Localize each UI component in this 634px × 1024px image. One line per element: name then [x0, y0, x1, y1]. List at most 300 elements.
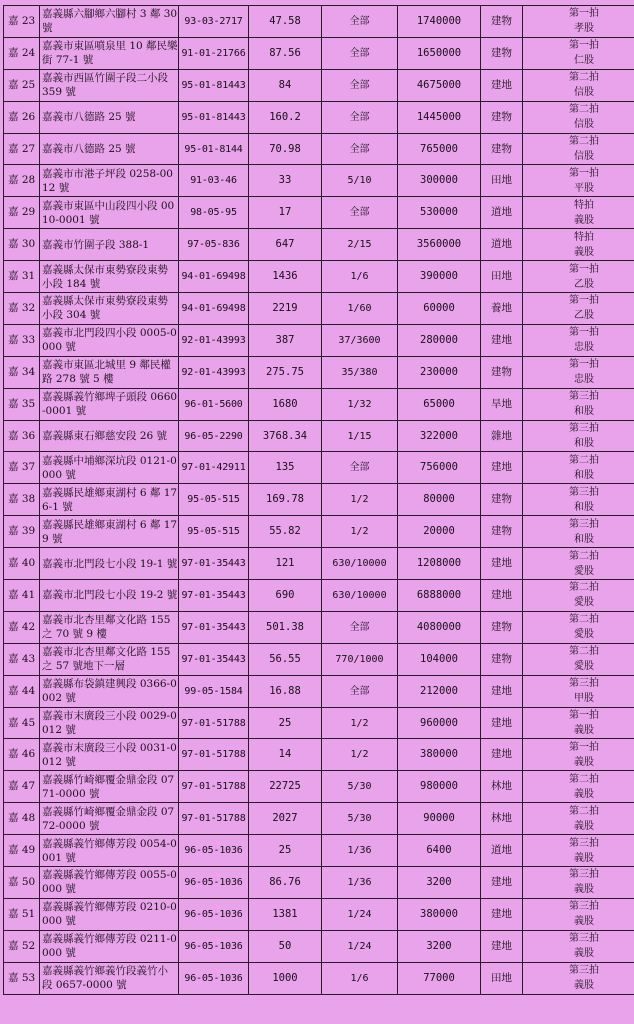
area-value: 1680	[249, 388, 322, 420]
reserve-price: 280000	[398, 324, 481, 356]
case-number: 97-01-51788	[179, 803, 249, 835]
property-type: 林地	[481, 771, 523, 803]
table-row	[4, 771, 634, 803]
property-type: 建地	[481, 707, 523, 739]
court-division: 忠股	[574, 342, 594, 354]
reserve-price: 756000	[398, 452, 481, 484]
auction-round: 第一拍	[569, 40, 599, 52]
case-number: 97-01-35443	[179, 548, 249, 580]
court-division: 義股	[574, 214, 594, 226]
court-division: 義股	[574, 980, 594, 992]
auction-round: 第一拍	[569, 741, 599, 753]
table-row	[4, 101, 634, 133]
area-value: 84	[249, 69, 322, 101]
case-number: 95-01-8144	[179, 133, 249, 165]
property-type: 建地	[481, 898, 523, 930]
row-id: 嘉 50	[4, 867, 40, 899]
court-division: 義股	[574, 820, 594, 832]
share-value: 5/10	[322, 165, 398, 197]
property-type: 道地	[481, 229, 523, 261]
area-value: 47.58	[249, 6, 322, 38]
row-id: 嘉 37	[4, 452, 40, 484]
area-value: 87.56	[249, 37, 322, 69]
table-row	[4, 229, 634, 261]
court-division: 和股	[574, 469, 594, 481]
auction-note	[523, 962, 634, 994]
share-value: 1/2	[322, 707, 398, 739]
table-row	[4, 803, 634, 835]
share-value: 630/10000	[322, 580, 398, 612]
auction-note	[523, 133, 634, 165]
share-value: 1/6	[322, 261, 398, 293]
share-value: 全部	[322, 6, 398, 38]
table-row	[4, 133, 634, 165]
property-address: 嘉義縣義竹鄉傳芳段 0211-0000 號	[40, 930, 179, 962]
court-division: 愛股	[574, 661, 594, 673]
row-id: 嘉 47	[4, 771, 40, 803]
property-address: 嘉義縣布袋鎮建興段 0366-0002 號	[40, 675, 179, 707]
auction-listing-table	[3, 5, 634, 995]
property-type: 建地	[481, 580, 523, 612]
case-number: 94-01-69498	[179, 293, 249, 325]
property-address: 嘉義市竹圍子段 388-1	[40, 229, 179, 261]
table-body	[4, 6, 634, 995]
property-type: 建物	[481, 643, 523, 675]
auction-round: 第二拍	[569, 72, 599, 84]
auction-note	[523, 643, 634, 675]
reserve-price: 3560000	[398, 229, 481, 261]
property-type: 田地	[481, 261, 523, 293]
auction-round: 特拍	[574, 231, 594, 243]
auction-note	[523, 739, 634, 771]
row-id: 嘉 25	[4, 69, 40, 101]
reserve-price: 230000	[398, 356, 481, 388]
share-value: 2/15	[322, 229, 398, 261]
row-id: 嘉 45	[4, 707, 40, 739]
case-number: 95-01-81443	[179, 101, 249, 133]
property-type: 建物	[481, 37, 523, 69]
property-address: 嘉義市市港子坪段 0258-0012 號	[40, 165, 179, 197]
auction-round: 第一拍	[569, 327, 599, 339]
case-number: 95-05-515	[179, 516, 249, 548]
court-division: 義股	[574, 916, 594, 928]
property-address: 嘉義縣義竹鄉傳芳段 0054-0001 號	[40, 835, 179, 867]
auction-note	[523, 261, 634, 293]
row-id: 嘉 51	[4, 898, 40, 930]
table-row	[4, 452, 634, 484]
court-division: 乙股	[574, 310, 594, 322]
share-value: 全部	[322, 675, 398, 707]
property-address: 嘉義市末廣段三小段 0029-0012 號	[40, 707, 179, 739]
case-number: 96-05-1036	[179, 835, 249, 867]
reserve-price: 1650000	[398, 37, 481, 69]
auction-round: 第一拍	[569, 359, 599, 371]
row-id: 嘉 44	[4, 675, 40, 707]
share-value: 1/2	[322, 739, 398, 771]
property-address: 嘉義市北門段七小段 19-1 號	[40, 548, 179, 580]
property-type: 林地	[481, 803, 523, 835]
row-id: 嘉 43	[4, 643, 40, 675]
reserve-price: 1208000	[398, 548, 481, 580]
auction-round: 第一拍	[569, 295, 599, 307]
table-row	[4, 165, 634, 197]
share-value: 630/10000	[322, 548, 398, 580]
area-value: 387	[249, 324, 322, 356]
table-row	[4, 516, 634, 548]
case-number: 98-05-95	[179, 197, 249, 229]
table-row	[4, 37, 634, 69]
share-value: 1/2	[322, 484, 398, 516]
case-number: 93-03-2717	[179, 6, 249, 38]
table-row	[4, 739, 634, 771]
auction-note	[523, 580, 634, 612]
auction-round: 第三拍	[569, 486, 599, 498]
court-division: 愛股	[574, 597, 594, 609]
area-value: 25	[249, 707, 322, 739]
row-id: 嘉 26	[4, 101, 40, 133]
reserve-price: 380000	[398, 898, 481, 930]
share-value: 5/30	[322, 771, 398, 803]
auction-note	[523, 516, 634, 548]
auction-note	[523, 165, 634, 197]
property-address: 嘉義市末廣段三小段 0031-0012 號	[40, 739, 179, 771]
property-address: 嘉義市北杏里鄰文化路 155 之 57 號地下一層	[40, 643, 179, 675]
case-number: 97-05-836	[179, 229, 249, 261]
property-type: 建物	[481, 611, 523, 643]
share-value: 1/24	[322, 930, 398, 962]
property-type: 建物	[481, 6, 523, 38]
court-division: 愛股	[574, 565, 594, 577]
row-id: 嘉 48	[4, 803, 40, 835]
case-number: 96-01-5600	[179, 388, 249, 420]
case-number: 97-01-51788	[179, 739, 249, 771]
case-number: 96-05-1036	[179, 898, 249, 930]
auction-round: 第二拍	[569, 550, 599, 562]
auction-note	[523, 867, 634, 899]
reserve-price: 104000	[398, 643, 481, 675]
auction-note	[523, 420, 634, 452]
area-value: 1381	[249, 898, 322, 930]
reserve-price: 322000	[398, 420, 481, 452]
share-value: 770/1000	[322, 643, 398, 675]
court-division: 乙股	[574, 278, 594, 290]
reserve-price: 65000	[398, 388, 481, 420]
reserve-price: 80000	[398, 484, 481, 516]
table-row	[4, 867, 634, 899]
auction-round: 特拍	[574, 199, 594, 211]
auction-note	[523, 293, 634, 325]
auction-round: 第二拍	[569, 646, 599, 658]
share-value: 1/24	[322, 898, 398, 930]
reserve-price: 4080000	[398, 611, 481, 643]
share-value: 全部	[322, 37, 398, 69]
area-value: 169.78	[249, 484, 322, 516]
property-address: 嘉義縣義竹鄉傳芳段 0210-0000 號	[40, 898, 179, 930]
property-type: 道地	[481, 835, 523, 867]
property-address: 嘉義縣義竹鄉傳芳段 0055-0000 號	[40, 867, 179, 899]
area-value: 2219	[249, 293, 322, 325]
table-row	[4, 707, 634, 739]
property-type: 養地	[481, 293, 523, 325]
property-type: 田地	[481, 962, 523, 994]
court-division: 信股	[574, 151, 594, 162]
court-division: 和股	[574, 533, 594, 545]
auction-round: 第二拍	[569, 104, 599, 116]
table-row	[4, 580, 634, 612]
table-row	[4, 548, 634, 580]
row-id: 嘉 38	[4, 484, 40, 516]
property-type: 田地	[481, 165, 523, 197]
share-value: 1/32	[322, 388, 398, 420]
property-address: 嘉義縣太保市東勢寮段東勢小段 184 號	[40, 261, 179, 293]
case-number: 91-03-46	[179, 165, 249, 197]
court-division: 義股	[574, 788, 594, 800]
auction-round: 第二拍	[569, 454, 599, 466]
auction-note	[523, 452, 634, 484]
auction-note	[523, 37, 634, 69]
table-row	[4, 388, 634, 420]
auction-round: 第二拍	[569, 614, 599, 626]
table-row	[4, 835, 634, 867]
table-row	[4, 962, 634, 994]
area-value: 70.98	[249, 133, 322, 165]
court-division: 義股	[574, 725, 594, 737]
auction-round: 第三拍	[569, 837, 599, 849]
case-number: 96-05-1036	[179, 962, 249, 994]
property-address: 嘉義市八德路 25 號	[40, 133, 179, 165]
table-row	[4, 930, 634, 962]
row-id: 嘉 53	[4, 962, 40, 994]
auction-round: 第三拍	[569, 965, 599, 977]
property-address: 嘉義市東區噴泉里 10 鄰民樂街 77-1 號	[40, 37, 179, 69]
row-id: 嘉 40	[4, 548, 40, 580]
area-value: 3768.34	[249, 420, 322, 452]
row-id: 嘉 46	[4, 739, 40, 771]
case-number: 95-01-81443	[179, 69, 249, 101]
reserve-price: 980000	[398, 771, 481, 803]
case-number: 92-01-43993	[179, 324, 249, 356]
area-value: 647	[249, 229, 322, 261]
auction-round: 第二拍	[569, 582, 599, 594]
case-number: 97-01-51788	[179, 707, 249, 739]
auction-round: 第三拍	[569, 678, 599, 690]
auction-note	[523, 707, 634, 739]
area-value: 22725	[249, 771, 322, 803]
share-value: 35/380	[322, 356, 398, 388]
court-division: 義股	[574, 948, 594, 960]
area-value: 275.75	[249, 356, 322, 388]
share-value: 全部	[322, 452, 398, 484]
court-division: 義股	[574, 756, 594, 768]
case-number: 97-01-42911	[179, 452, 249, 484]
case-number: 97-01-35443	[179, 643, 249, 675]
auction-note	[523, 324, 634, 356]
reserve-price: 960000	[398, 707, 481, 739]
share-value: 全部	[322, 197, 398, 229]
property-address: 嘉義縣義竹鄉義竹段義竹小段 0657-0000 號	[40, 962, 179, 994]
share-value: 全部	[322, 133, 398, 165]
area-value: 1436	[249, 261, 322, 293]
share-value: 1/2	[322, 516, 398, 548]
table-row	[4, 261, 634, 293]
case-number: 96-05-1036	[179, 930, 249, 962]
auction-note	[523, 484, 634, 516]
case-number: 92-01-43993	[179, 356, 249, 388]
court-division: 義股	[574, 884, 594, 896]
property-address: 嘉義縣竹崎鄉覆金鼎金段 0772-0000 號	[40, 803, 179, 835]
property-type: 建地	[481, 867, 523, 899]
row-id: 嘉 33	[4, 324, 40, 356]
court-division: 孝股	[574, 23, 594, 35]
auction-note	[523, 548, 634, 580]
row-id: 嘉 39	[4, 516, 40, 548]
share-value: 1/36	[322, 835, 398, 867]
property-address: 嘉義市東區北城里 9 鄰民權路 278 號 5 樓	[40, 356, 179, 388]
property-type: 雜地	[481, 420, 523, 452]
area-value: 50	[249, 930, 322, 962]
property-type: 建物	[481, 516, 523, 548]
court-division: 甲股	[574, 693, 594, 705]
area-value: 160.2	[249, 101, 322, 133]
auction-round: 第三拍	[569, 869, 599, 881]
property-type: 建物	[481, 484, 523, 516]
reserve-price: 1445000	[398, 101, 481, 133]
share-value: 1/36	[322, 867, 398, 899]
auction-round: 第二拍	[569, 136, 599, 147]
auction-round: 第一拍	[569, 167, 599, 179]
property-address: 嘉義市北門段七小段 19-2 號	[40, 580, 179, 612]
share-value: 1/15	[322, 420, 398, 452]
property-type: 建地	[481, 930, 523, 962]
table-row	[4, 611, 634, 643]
court-division: 愛股	[574, 629, 594, 641]
reserve-price: 60000	[398, 293, 481, 325]
share-value: 全部	[322, 69, 398, 101]
table-row	[4, 293, 634, 325]
case-number: 99-05-1584	[179, 675, 249, 707]
property-type: 建地	[481, 675, 523, 707]
case-number: 91-01-21766	[179, 37, 249, 69]
property-address: 嘉義市八德路 25 號	[40, 101, 179, 133]
auction-note	[523, 675, 634, 707]
case-number: 97-01-35443	[179, 580, 249, 612]
row-id: 嘉 24	[4, 37, 40, 69]
case-number: 97-01-51788	[179, 771, 249, 803]
property-type: 建地	[481, 452, 523, 484]
table-row	[4, 6, 634, 38]
table-row	[4, 356, 634, 388]
property-address: 嘉義縣民雄鄉東湖村 6 鄰 176-1 號	[40, 484, 179, 516]
row-id: 嘉 28	[4, 165, 40, 197]
table-row	[4, 484, 634, 516]
court-division: 信股	[574, 87, 594, 99]
auction-round: 第三拍	[569, 933, 599, 945]
case-number: 96-05-1036	[179, 867, 249, 899]
reserve-price: 212000	[398, 675, 481, 707]
area-value: 135	[249, 452, 322, 484]
reserve-price: 4675000	[398, 69, 481, 101]
court-division: 忠股	[574, 374, 594, 386]
row-id: 嘉 36	[4, 420, 40, 452]
court-division: 平股	[574, 182, 594, 194]
reserve-price: 380000	[398, 739, 481, 771]
auction-note	[523, 803, 634, 835]
property-type: 建物	[481, 356, 523, 388]
table-row	[4, 643, 634, 675]
property-address: 嘉義縣竹崎鄉覆金鼎金段 0771-0000 號	[40, 771, 179, 803]
property-type: 建地	[481, 548, 523, 580]
property-address: 嘉義市北杏里鄰文化路 155 之 70 號 9 樓	[40, 611, 179, 643]
auction-round: 第二拍	[569, 805, 599, 817]
share-value: 全部	[322, 101, 398, 133]
court-division: 和股	[574, 406, 594, 418]
area-value: 14	[249, 739, 322, 771]
share-value: 1/6	[322, 962, 398, 994]
area-value: 2027	[249, 803, 322, 835]
table-row	[4, 675, 634, 707]
area-value: 86.76	[249, 867, 322, 899]
auction-round: 第一拍	[569, 8, 599, 20]
table-row	[4, 197, 634, 229]
auction-round: 第一拍	[569, 263, 599, 275]
area-value: 1000	[249, 962, 322, 994]
row-id: 嘉 29	[4, 197, 40, 229]
area-value: 121	[249, 548, 322, 580]
court-division: 和股	[574, 438, 594, 450]
auction-note	[523, 930, 634, 962]
court-division: 義股	[574, 246, 594, 258]
auction-round: 第三拍	[569, 518, 599, 530]
row-id: 嘉 49	[4, 835, 40, 867]
row-id: 嘉 23	[4, 6, 40, 38]
share-value: 1/60	[322, 293, 398, 325]
court-division: 和股	[574, 501, 594, 513]
property-type: 建地	[481, 324, 523, 356]
property-address: 嘉義縣中埔鄉深坑段 0121-0000 號	[40, 452, 179, 484]
case-number: 94-01-69498	[179, 261, 249, 293]
reserve-price: 1740000	[398, 6, 481, 38]
property-address: 嘉義市北門段四小段 0005-0000 號	[40, 324, 179, 356]
row-id: 嘉 35	[4, 388, 40, 420]
table-row	[4, 69, 634, 101]
table-row	[4, 898, 634, 930]
property-type: 建物	[481, 101, 523, 133]
share-value: 37/3600	[322, 324, 398, 356]
court-division: 信股	[574, 119, 594, 131]
auction-round: 第三拍	[569, 391, 599, 403]
row-id: 嘉 31	[4, 261, 40, 293]
row-id: 嘉 52	[4, 930, 40, 962]
table-row	[4, 420, 634, 452]
row-id: 嘉 32	[4, 293, 40, 325]
property-address: 嘉義縣六腳鄉六腳村 3 鄰 30 號	[40, 6, 179, 38]
reserve-price: 3200	[398, 930, 481, 962]
reserve-price: 300000	[398, 165, 481, 197]
property-address: 嘉義市西區竹圍子段二小段 359 號	[40, 69, 179, 101]
auction-note	[523, 229, 634, 261]
property-type: 建地	[481, 739, 523, 771]
auction-note	[523, 388, 634, 420]
case-number: 97-01-35443	[179, 611, 249, 643]
property-type: 道地	[481, 197, 523, 229]
auction-note	[523, 835, 634, 867]
auction-note	[523, 101, 634, 133]
reserve-price: 530000	[398, 197, 481, 229]
case-number: 95-05-515	[179, 484, 249, 516]
auction-note	[523, 356, 634, 388]
reserve-price: 90000	[398, 803, 481, 835]
property-type: 建地	[481, 69, 523, 101]
